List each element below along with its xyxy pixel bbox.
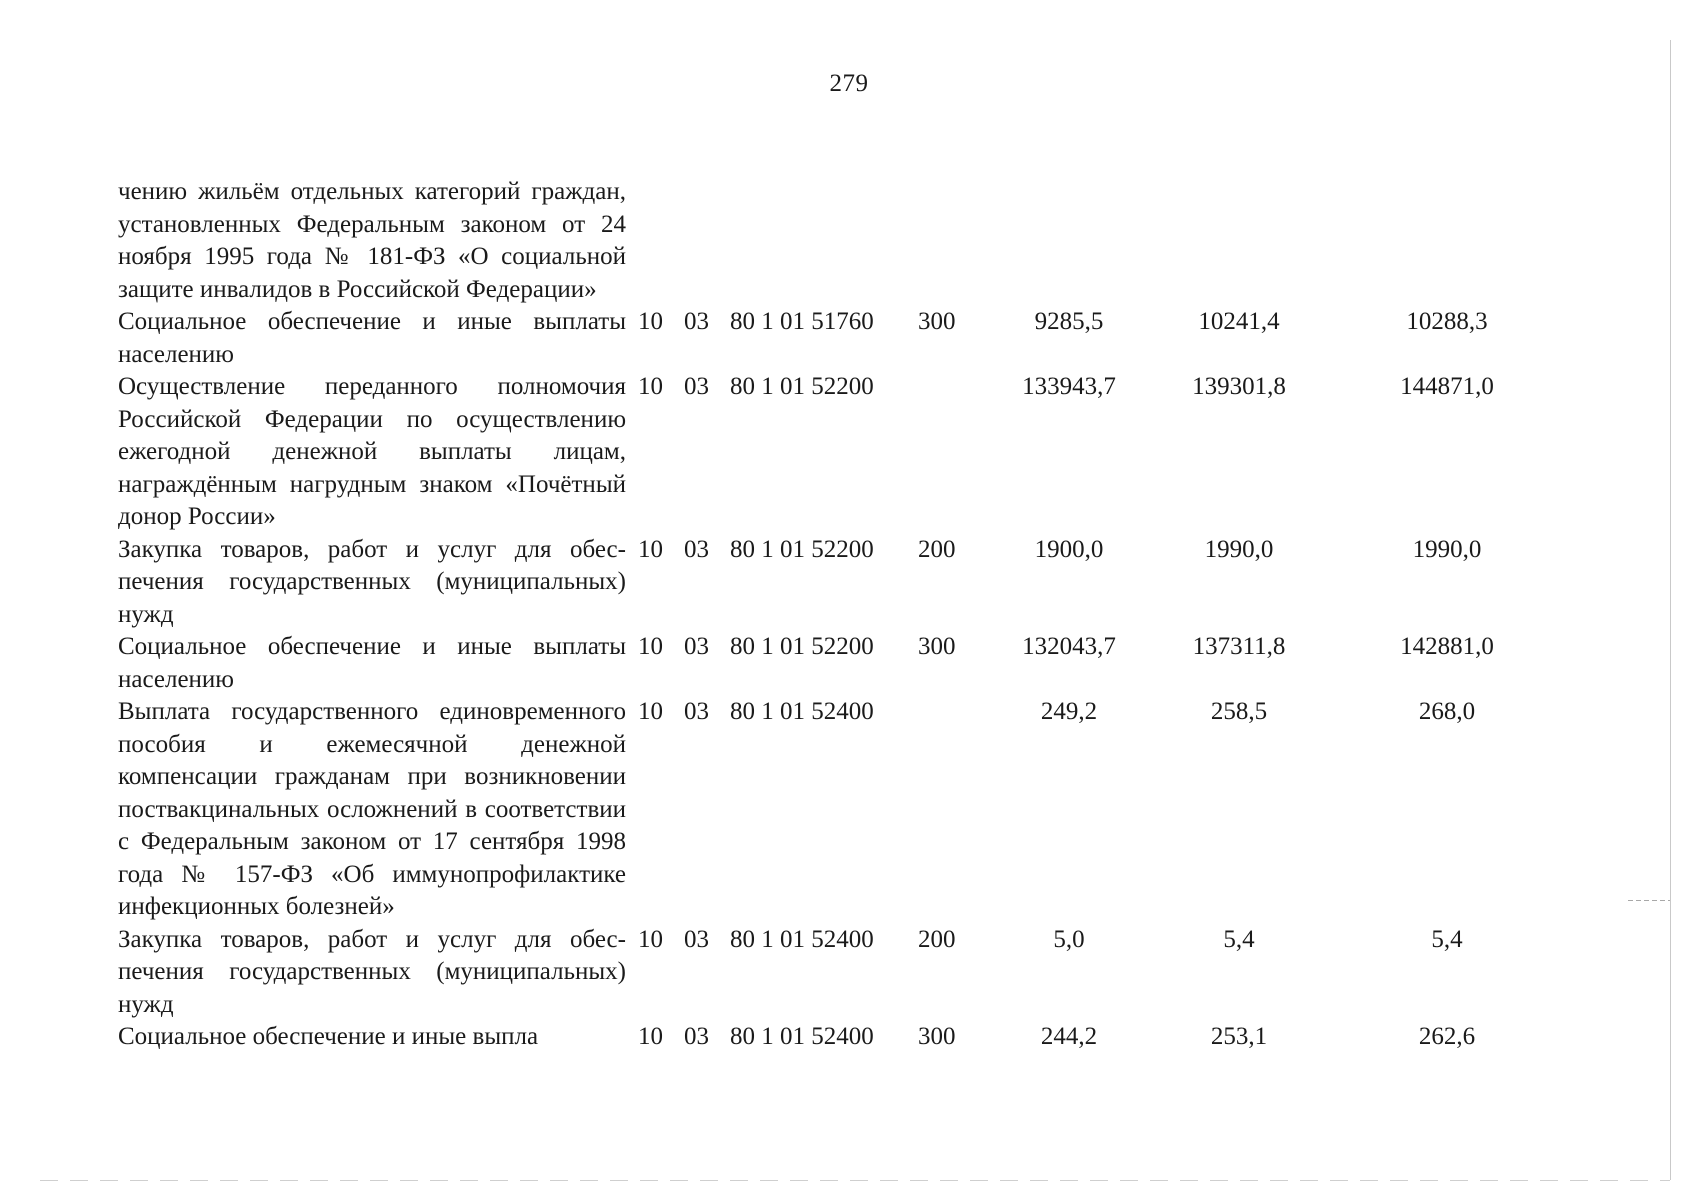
- row-rz: [638, 176, 684, 306]
- row-year3-amount: 142881,0: [1400, 633, 1494, 660]
- row-rz: 10: [638, 1023, 663, 1050]
- row-year1-amount: 1900,0: [1034, 535, 1104, 563]
- table-row: [118, 306, 1550, 371]
- row-name: Социальное обеспечение и иные выплаты населению: [118, 308, 626, 368]
- table-row: [118, 924, 1550, 1022]
- table-row: [118, 696, 1550, 924]
- row-vr: 200: [918, 925, 956, 953]
- scan-edge: [40, 1180, 1670, 1181]
- table-row: [118, 1021, 1550, 1054]
- row-csr: 80 1 01 51760: [730, 308, 874, 335]
- row-year3-amount: 10288,3: [1406, 308, 1488, 335]
- row-pr: [684, 176, 730, 306]
- row-name: Закупка товаров, работ и услуг для обеспечения государственных (муниципальных) нужд: [118, 535, 626, 628]
- row-year2-amount: 10241,4: [1198, 308, 1280, 335]
- row-year2-amount: 139301,8: [1192, 373, 1286, 400]
- row-vr: [918, 696, 1004, 924]
- row-rz: 10: [638, 373, 663, 400]
- table-row: [118, 534, 1550, 632]
- row-year2-amount: 5,4: [1223, 925, 1255, 953]
- row-pr: 03: [684, 698, 709, 725]
- row-vr: 300: [918, 308, 956, 335]
- budget-table: [118, 176, 1550, 1054]
- row-rz: 10: [638, 633, 663, 660]
- row-year1-amount: 132043,7: [1022, 633, 1116, 660]
- row-csr: 80 1 01 52400: [730, 925, 874, 953]
- row-year2-amount: [1134, 176, 1344, 306]
- scan-edge: [1670, 40, 1671, 1180]
- row-csr: [730, 176, 918, 306]
- row-rz: 10: [638, 925, 663, 953]
- row-pr: 03: [684, 373, 709, 400]
- table-row: [118, 176, 1550, 306]
- row-year1-amount: 5,0: [1053, 925, 1085, 953]
- row-year1-amount: [1004, 176, 1134, 306]
- row-pr: 03: [684, 633, 709, 660]
- row-pr: 03: [684, 1023, 709, 1050]
- row-year3-amount: 268,0: [1418, 698, 1476, 725]
- row-year2-amount: 253,1: [1210, 1023, 1268, 1050]
- row-year3-amount: 5,4: [1431, 925, 1463, 953]
- row-name: Осуществление переданного полномочия Российской Федерации по осуществлению ежегодной денежной выплаты лицам, награждённым нагрудным знаком «Почётный донор России»: [118, 373, 626, 530]
- row-csr: 80 1 01 52200: [730, 633, 874, 660]
- row-year3-amount: 262,6: [1418, 1023, 1476, 1050]
- row-year2-amount: 137311,8: [1192, 633, 1286, 660]
- row-vr: 200: [918, 535, 956, 563]
- row-rz: 10: [638, 698, 663, 725]
- row-csr: 80 1 01 52200: [730, 373, 874, 400]
- row-name: чению жильём отдельных категорий граждан, установленных Федеральным законом от 24 ноября 1995 года № 181-ФЗ «О социальной защите инвалидов в Российской Федерации»: [118, 178, 626, 303]
- row-year1-amount: 249,2: [1040, 698, 1098, 725]
- table-row: [118, 631, 1550, 696]
- row-csr: 80 1 01 52400: [730, 1023, 874, 1050]
- row-pr: 03: [684, 535, 709, 563]
- row-name: Закупка товаров, работ и услуг для обеспечения государственных (муниципальных) нужд: [118, 925, 626, 1018]
- row-csr: 80 1 01 52400: [730, 698, 874, 725]
- row-year3-amount: 1990,0: [1412, 535, 1482, 563]
- table-row: [118, 371, 1550, 534]
- row-vr: 300: [918, 1023, 956, 1050]
- page-number: 279: [829, 70, 869, 97]
- row-year1-amount: 9285,5: [1034, 308, 1104, 335]
- row-pr: 03: [684, 308, 709, 335]
- row-pr: 03: [684, 925, 709, 953]
- row-name: Социальное обеспечение и иные выплаты населению: [118, 633, 626, 693]
- scan-mark: [1628, 900, 1670, 901]
- row-year3-amount: 144871,0: [1400, 373, 1494, 400]
- row-name: Социальное обеспечение и иные выпла: [118, 1023, 539, 1050]
- row-vr: [918, 176, 1004, 306]
- row-vr: 300: [918, 633, 956, 660]
- row-rz: 10: [638, 535, 663, 563]
- row-year3-amount: [1344, 176, 1550, 306]
- row-vr: [918, 371, 1004, 534]
- row-year2-amount: 1990,0: [1204, 535, 1274, 563]
- row-rz: 10: [638, 308, 663, 335]
- row-name: Выплата государственного единовременного пособия и ежемесячной денежной компенсации гражданам при возникновении поствакцинальных осложнений в соответствии с Федеральным законом от 17 сентября 1998 года № 157-ФЗ «Об иммунопрофилактике инфекционных болезней»: [118, 698, 626, 920]
- row-year1-amount: 244,2: [1040, 1023, 1098, 1050]
- row-year2-amount: 258,5: [1210, 698, 1268, 725]
- row-csr: 80 1 01 52200: [730, 535, 874, 563]
- row-year1-amount: 133943,7: [1022, 373, 1116, 400]
